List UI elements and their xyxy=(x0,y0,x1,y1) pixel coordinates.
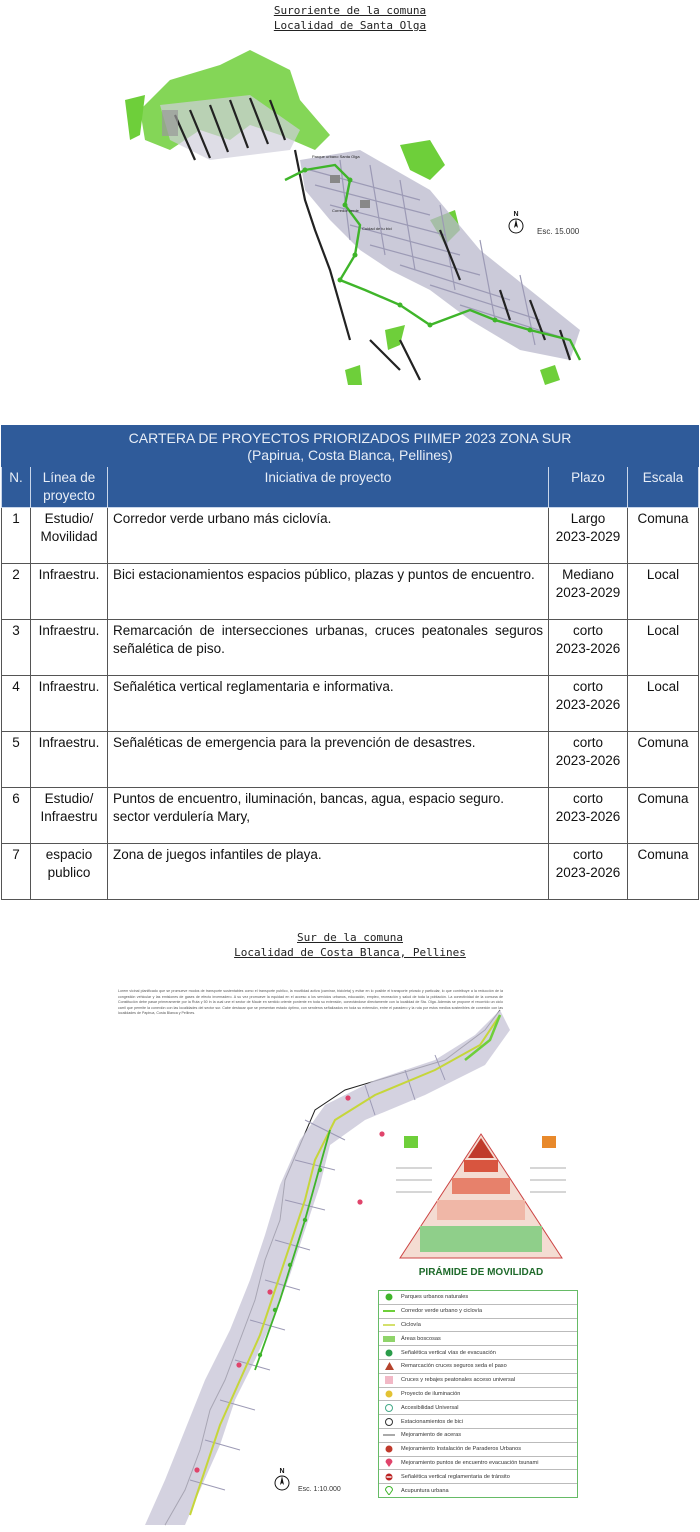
table-title-line1: CARTERA DE PROYECTOS PRIORIZADOS PIIMEP 2023 ZONA SUR xyxy=(128,430,572,446)
sidewalk-line-icon xyxy=(383,1431,395,1439)
bike-parking-icon xyxy=(383,1418,395,1426)
cell-escala: Comuna xyxy=(628,732,699,788)
cell-linea: Estudio/ Infraestru xyxy=(31,788,108,844)
legend-item: Ciclovía xyxy=(379,1319,577,1333)
col-header-escala: Escala xyxy=(628,467,699,508)
top-map-caption xyxy=(0,3,700,33)
legend-item: Remarcación cruces seguros seda el paso xyxy=(379,1360,577,1374)
legend-item: Mejoramiento puntos de encuentro evacuación tsunami xyxy=(379,1457,577,1471)
map-label-0: Parque urbano Santa Olga xyxy=(312,154,360,159)
description-paragraph: Lorem vicinal planificado que se promueve modos de transporte sustentables como el transporte publico, la movilidad activa (caminar, bicicleta) y evitar en lo posible el transporte privado y particular, lo que contribuye a la reducción de la congestión vehicular y las emisiones de gases de efecto invernadero. A su vez promueve la equidad en el acceso a los servicios urbanos, educación, empleo, recreación y salud de toda la población. La conectividad de la comuna de Constitución debe pasar primeramente por la Ruta y 50 in la cual une el sector de Mauie en sentido oriente poniente en toda su extensión, conectándose directamente con la localidad de Sta. Olga. Además se propone el recorrido un ciclo carril que permite la conexión con las localidades del sector sur. Cabe destacar que se presentan estado óptimo, con senderos señalizados en toda su extensión, entre el paradero y la ruta por estos medios sostenibles de conexión con las localidades de Papirua, Costa Blanca y Pellines. xyxy=(118,989,503,1016)
accessibility-icon xyxy=(383,1404,395,1412)
corridor-line-icon xyxy=(383,1307,395,1315)
cell-iniciativa: Señaléticas de emergencia para la prevención de desastres. xyxy=(108,732,549,788)
cell-n: 5 xyxy=(2,732,31,788)
table-row xyxy=(2,564,699,620)
cell-plazo: corto 2023-2026 xyxy=(549,732,628,788)
pyramid-title: PIRÁMIDE DE MOVILIDAD xyxy=(418,1267,544,1278)
urban-acupuncture-pin-icon xyxy=(383,1487,395,1495)
cell-escala: Local xyxy=(628,564,699,620)
bus-stop-icon xyxy=(383,1445,395,1453)
legend-item: Accesibilidad Universal xyxy=(379,1401,577,1415)
cell-linea: Infraestru. xyxy=(31,564,108,620)
table-title-line2: (Papirua, Costa Blanca, Pellines) xyxy=(247,447,453,463)
map-legend xyxy=(378,1290,578,1498)
legend-item: Señalética vertical reglamentaria de tránsito xyxy=(379,1470,577,1484)
col-header-iniciativa: Iniciativa de proyecto xyxy=(108,467,549,508)
cell-plazo: Mediano 2023-2029 xyxy=(549,564,628,620)
cell-linea: Estudio/ Movilidad xyxy=(31,508,108,564)
green-area-east1 xyxy=(400,140,445,180)
col-header-linea: Línea de proyecto xyxy=(31,467,108,508)
legend-item: Mejoramiento Instalación de Paraderos Urbanos xyxy=(379,1443,577,1457)
table-title xyxy=(2,426,699,467)
table-row xyxy=(2,508,699,564)
cell-escala: Local xyxy=(628,676,699,732)
traffic-sign-icon xyxy=(383,1473,395,1481)
cell-linea: Infraestru. xyxy=(31,732,108,788)
table-row xyxy=(2,844,699,900)
bottom-map-caption-line1: Sur de la comuna xyxy=(297,931,403,944)
crossing-triangle-icon xyxy=(383,1362,395,1370)
park-icon xyxy=(383,1293,395,1301)
cell-escala: Comuna xyxy=(628,844,699,900)
green-area-se xyxy=(540,365,560,385)
cell-linea: Infraestru. xyxy=(31,676,108,732)
cell-n: 7 xyxy=(2,844,31,900)
col-header-plazo: Plazo xyxy=(549,467,628,508)
table-row xyxy=(2,676,699,732)
legend-item: Acupuntura urbana xyxy=(379,1484,577,1497)
cell-iniciativa: Corredor verde urbano más ciclovía. xyxy=(108,508,549,564)
north-arrow-icon xyxy=(506,209,526,235)
cell-n: 6 xyxy=(2,788,31,844)
legend-item: Parques urbanos naturales xyxy=(379,1291,577,1305)
legend-item: Corredor verde urbano y ciclovía xyxy=(379,1305,577,1319)
cell-linea: Infraestru. xyxy=(31,620,108,676)
cell-iniciativa: Bici estacionamientos espacios público, plazas y puntos de encuentro. xyxy=(108,564,549,620)
col-header-n: N. xyxy=(2,467,31,508)
green-area-west xyxy=(125,95,145,140)
bottom-map-caption xyxy=(0,930,700,960)
cell-n: 4 xyxy=(2,676,31,732)
cell-iniciativa: Señalética vertical reglamentaria e informativa. xyxy=(108,676,549,732)
evacuation-sign-icon xyxy=(383,1349,395,1357)
svg-text:N: N xyxy=(513,211,519,218)
top-map-scale: Esc. 15.000 xyxy=(537,227,580,236)
cell-plazo: corto 2023-2026 xyxy=(549,676,628,732)
project-portfolio-table xyxy=(1,425,699,900)
cell-n: 3 xyxy=(2,620,31,676)
cell-iniciativa: Zona de juegos infantiles de playa. xyxy=(108,844,549,900)
top-map-caption-line2: Localidad de Santa Olga xyxy=(273,19,427,32)
legend-item: Proyecto de iluminación xyxy=(379,1388,577,1402)
svg-text:N: N xyxy=(279,1468,285,1475)
cell-plazo: corto 2023-2026 xyxy=(549,844,628,900)
cell-iniciativa: Remarcación de intersecciones urbanas, cruces peatonales seguros señalética de piso. xyxy=(108,620,549,676)
legend-item: Estacionamientos de bici xyxy=(379,1415,577,1429)
cell-iniciativa: Puntos de encuentro, iluminación, bancas, agua, espacio seguro. sector verdulería Mary, xyxy=(108,788,549,844)
mobility-pyramid-image xyxy=(392,1128,570,1283)
urban-area-center xyxy=(300,150,580,360)
cell-plazo: corto 2023-2026 xyxy=(549,788,628,844)
cell-escala: Local xyxy=(628,620,699,676)
forest-area-icon xyxy=(383,1335,395,1343)
cell-plazo: corto 2023-2026 xyxy=(549,620,628,676)
cell-linea: espacio publico xyxy=(31,844,108,900)
meeting-point-pin-icon xyxy=(383,1459,395,1467)
legend-item: Señalética vertical vías de evacuación xyxy=(379,1346,577,1360)
green-area-s2 xyxy=(345,365,362,385)
legend-item: Mejoramiento de aceras xyxy=(379,1429,577,1443)
bike-lane-line-icon xyxy=(383,1321,395,1329)
map-label-1: Corredor verde xyxy=(332,208,359,213)
table-row xyxy=(2,732,699,788)
bottom-map-scale: Esc. 1:10.000 xyxy=(298,1486,341,1493)
legend-item: Cruces y rebajes peatonales acceso universal xyxy=(379,1374,577,1388)
north-arrow-icon xyxy=(272,1466,292,1492)
cell-plazo: Largo 2023-2029 xyxy=(549,508,628,564)
table-row xyxy=(2,788,699,844)
cell-escala: Comuna xyxy=(628,788,699,844)
table-row xyxy=(2,620,699,676)
cell-n: 1 xyxy=(2,508,31,564)
pedestrian-ramp-icon xyxy=(383,1376,395,1384)
top-map-caption-line1: Suroriente de la comuna xyxy=(273,4,427,17)
map-label-2: Cuidad de tu bici xyxy=(362,226,392,231)
cell-n: 2 xyxy=(2,564,31,620)
bottom-map-caption-line2: Localidad de Costa Blanca, Pellines xyxy=(234,946,466,959)
legend-item: Áreas boscosas xyxy=(379,1332,577,1346)
lighting-icon xyxy=(383,1390,395,1398)
cell-escala: Comuna xyxy=(628,508,699,564)
